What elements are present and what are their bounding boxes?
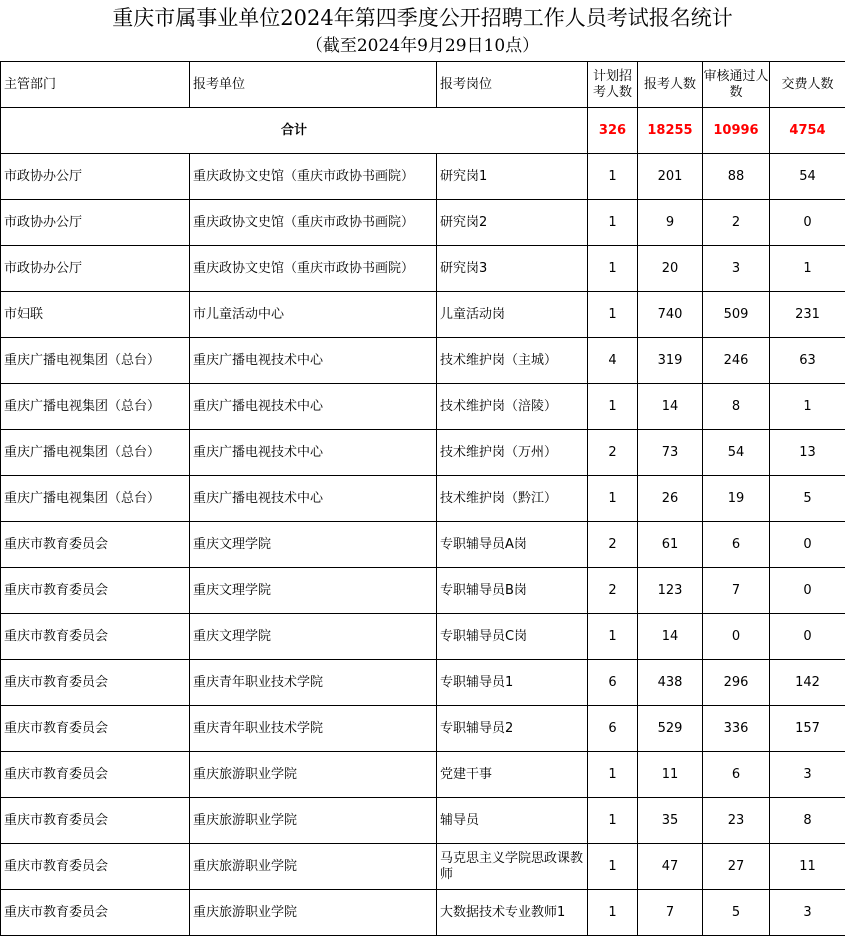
cell-post: 研究岗3: [437, 246, 588, 292]
table-row: [1, 384, 845, 430]
column-header-applicants: 报考人数: [638, 62, 703, 108]
cell-post: 技术维护岗（涪陵）: [437, 384, 588, 430]
cell-approved: 19: [703, 476, 770, 522]
cell-applicants: 438: [638, 660, 703, 706]
cell-unit: 重庆政协文史馆（重庆市政协书画院）: [190, 200, 437, 246]
cell-dept: 重庆广播电视集团（总台）: [1, 430, 190, 476]
cell-applicants: 73: [638, 430, 703, 476]
cell-post: 专职辅导员A岗: [437, 522, 588, 568]
cell-paid: 0: [770, 200, 845, 246]
cell-post: 马克思主义学院思政课教师: [437, 844, 588, 890]
cell-plan: 1: [588, 200, 638, 246]
cell-unit: 重庆青年职业技术学院: [190, 706, 437, 752]
cell-unit: 重庆旅游职业学院: [190, 844, 437, 890]
total-applicants: 18255: [638, 108, 703, 154]
registration-table: [0, 61, 845, 936]
table-row: [1, 890, 845, 936]
cell-paid: 142: [770, 660, 845, 706]
column-header-dept: 主管部门: [1, 62, 190, 108]
cell-dept: 重庆市教育委员会: [1, 706, 190, 752]
cell-post: 技术维护岗（黔江）: [437, 476, 588, 522]
cell-dept: 重庆广播电视集团（总台）: [1, 338, 190, 384]
cell-applicants: 61: [638, 522, 703, 568]
cell-post: 专职辅导员1: [437, 660, 588, 706]
cell-paid: 8: [770, 798, 845, 844]
cell-unit: 重庆广播电视技术中心: [190, 476, 437, 522]
cell-paid: 1: [770, 246, 845, 292]
cell-post: 研究岗1: [437, 154, 588, 200]
cell-paid: 3: [770, 752, 845, 798]
cell-approved: 23: [703, 798, 770, 844]
cell-approved: 509: [703, 292, 770, 338]
table-row: [1, 476, 845, 522]
cell-paid: 157: [770, 706, 845, 752]
cell-unit: 重庆文理学院: [190, 614, 437, 660]
cell-post: 技术维护岗（主城）: [437, 338, 588, 384]
table-row: [1, 154, 845, 200]
cell-plan: 1: [588, 798, 638, 844]
header-row: [1, 62, 845, 108]
cell-dept: 重庆市教育委员会: [1, 798, 190, 844]
cell-paid: 11: [770, 844, 845, 890]
cell-applicants: 35: [638, 798, 703, 844]
cell-unit: 重庆广播电视技术中心: [190, 430, 437, 476]
cell-post: 研究岗2: [437, 200, 588, 246]
total-paid: 4754: [770, 108, 845, 154]
cell-approved: 6: [703, 522, 770, 568]
cell-plan: 2: [588, 430, 638, 476]
column-header-paid: 交费人数: [770, 62, 845, 108]
cell-unit: 重庆广播电视技术中心: [190, 338, 437, 384]
cell-paid: 54: [770, 154, 845, 200]
column-header-unit: 报考单位: [190, 62, 437, 108]
cell-dept: 重庆市教育委员会: [1, 752, 190, 798]
cell-plan: 1: [588, 154, 638, 200]
cell-unit: 市儿童活动中心: [190, 292, 437, 338]
cell-applicants: 9: [638, 200, 703, 246]
table-row: [1, 844, 845, 890]
cell-approved: 7: [703, 568, 770, 614]
cell-dept: 重庆市教育委员会: [1, 568, 190, 614]
cell-plan: 1: [588, 476, 638, 522]
total-label: 合计: [1, 108, 588, 154]
cell-plan: 1: [588, 246, 638, 292]
cell-applicants: 201: [638, 154, 703, 200]
cell-dept: 重庆市教育委员会: [1, 890, 190, 936]
cell-unit: 重庆青年职业技术学院: [190, 660, 437, 706]
cell-applicants: 20: [638, 246, 703, 292]
column-header-approved: 审核通过人数: [703, 62, 770, 108]
cell-applicants: 14: [638, 384, 703, 430]
table-row: [1, 752, 845, 798]
cell-paid: 0: [770, 522, 845, 568]
cell-paid: 1: [770, 384, 845, 430]
total-plan: 326: [588, 108, 638, 154]
cell-paid: 13: [770, 430, 845, 476]
cell-applicants: 11: [638, 752, 703, 798]
cell-unit: 重庆文理学院: [190, 568, 437, 614]
cell-unit: 重庆旅游职业学院: [190, 798, 437, 844]
cell-approved: 2: [703, 200, 770, 246]
cell-applicants: 123: [638, 568, 703, 614]
cell-applicants: 26: [638, 476, 703, 522]
cell-applicants: 47: [638, 844, 703, 890]
cell-dept: 重庆市教育委员会: [1, 614, 190, 660]
cell-approved: 0: [703, 614, 770, 660]
table-row: [1, 568, 845, 614]
cell-unit: 重庆政协文史馆（重庆市政协书画院）: [190, 154, 437, 200]
cell-plan: 1: [588, 890, 638, 936]
table-row: [1, 614, 845, 660]
cell-approved: 54: [703, 430, 770, 476]
cell-plan: 1: [588, 292, 638, 338]
cell-plan: 4: [588, 338, 638, 384]
cell-plan: 1: [588, 614, 638, 660]
cell-applicants: 7: [638, 890, 703, 936]
table-row: [1, 338, 845, 384]
cell-post: 大数据技术专业教师1: [437, 890, 588, 936]
cell-approved: 296: [703, 660, 770, 706]
column-header-post: 报考岗位: [437, 62, 588, 108]
cell-approved: 5: [703, 890, 770, 936]
cell-post: 党建干事: [437, 752, 588, 798]
cell-plan: 1: [588, 384, 638, 430]
cell-plan: 2: [588, 522, 638, 568]
table-row: [1, 246, 845, 292]
cell-plan: 1: [588, 752, 638, 798]
table-row: [1, 292, 845, 338]
cell-dept: 重庆广播电视集团（总台）: [1, 476, 190, 522]
cell-dept: 重庆广播电视集团（总台）: [1, 384, 190, 430]
table-row: [1, 706, 845, 752]
cell-dept: 市政协办公厅: [1, 154, 190, 200]
cell-applicants: 319: [638, 338, 703, 384]
table-row: [1, 522, 845, 568]
cell-post: 专职辅导员C岗: [437, 614, 588, 660]
cell-approved: 6: [703, 752, 770, 798]
cell-dept: 市政协办公厅: [1, 200, 190, 246]
cell-approved: 88: [703, 154, 770, 200]
cell-dept: 市妇联: [1, 292, 190, 338]
cell-approved: 336: [703, 706, 770, 752]
page-subtitle: （截至2024年9月29日10点）: [305, 36, 540, 56]
cell-paid: 0: [770, 568, 845, 614]
cell-post: 辅导员: [437, 798, 588, 844]
cell-approved: 27: [703, 844, 770, 890]
cell-post: 儿童活动岗: [437, 292, 588, 338]
cell-plan: 1: [588, 844, 638, 890]
cell-plan: 2: [588, 568, 638, 614]
cell-unit: 重庆旅游职业学院: [190, 890, 437, 936]
cell-approved: 3: [703, 246, 770, 292]
cell-post: 技术维护岗（万州）: [437, 430, 588, 476]
cell-paid: 3: [770, 890, 845, 936]
cell-unit: 重庆旅游职业学院: [190, 752, 437, 798]
table-row: [1, 200, 845, 246]
cell-post: 专职辅导员2: [437, 706, 588, 752]
cell-plan: 6: [588, 660, 638, 706]
cell-post: 专职辅导员B岗: [437, 568, 588, 614]
cell-dept: 市政协办公厅: [1, 246, 190, 292]
total-row: [1, 108, 845, 154]
cell-unit: 重庆广播电视技术中心: [190, 384, 437, 430]
cell-plan: 6: [588, 706, 638, 752]
cell-paid: 5: [770, 476, 845, 522]
cell-dept: 重庆市教育委员会: [1, 522, 190, 568]
cell-dept: 重庆市教育委员会: [1, 844, 190, 890]
column-header-plan: 计划招考人数: [588, 62, 638, 108]
table-row: [1, 798, 845, 844]
cell-approved: 246: [703, 338, 770, 384]
cell-paid: 231: [770, 292, 845, 338]
cell-dept: 重庆市教育委员会: [1, 660, 190, 706]
table-row: [1, 660, 845, 706]
cell-paid: 0: [770, 614, 845, 660]
cell-approved: 8: [703, 384, 770, 430]
table-row: [1, 430, 845, 476]
total-approved: 10996: [703, 108, 770, 154]
cell-applicants: 14: [638, 614, 703, 660]
cell-applicants: 529: [638, 706, 703, 752]
cell-unit: 重庆政协文史馆（重庆市政协书画院）: [190, 246, 437, 292]
cell-paid: 63: [770, 338, 845, 384]
cell-unit: 重庆文理学院: [190, 522, 437, 568]
page-title: 重庆市属事业单位2024年第四季度公开招聘工作人员考试报名统计: [112, 6, 733, 30]
cell-applicants: 740: [638, 292, 703, 338]
